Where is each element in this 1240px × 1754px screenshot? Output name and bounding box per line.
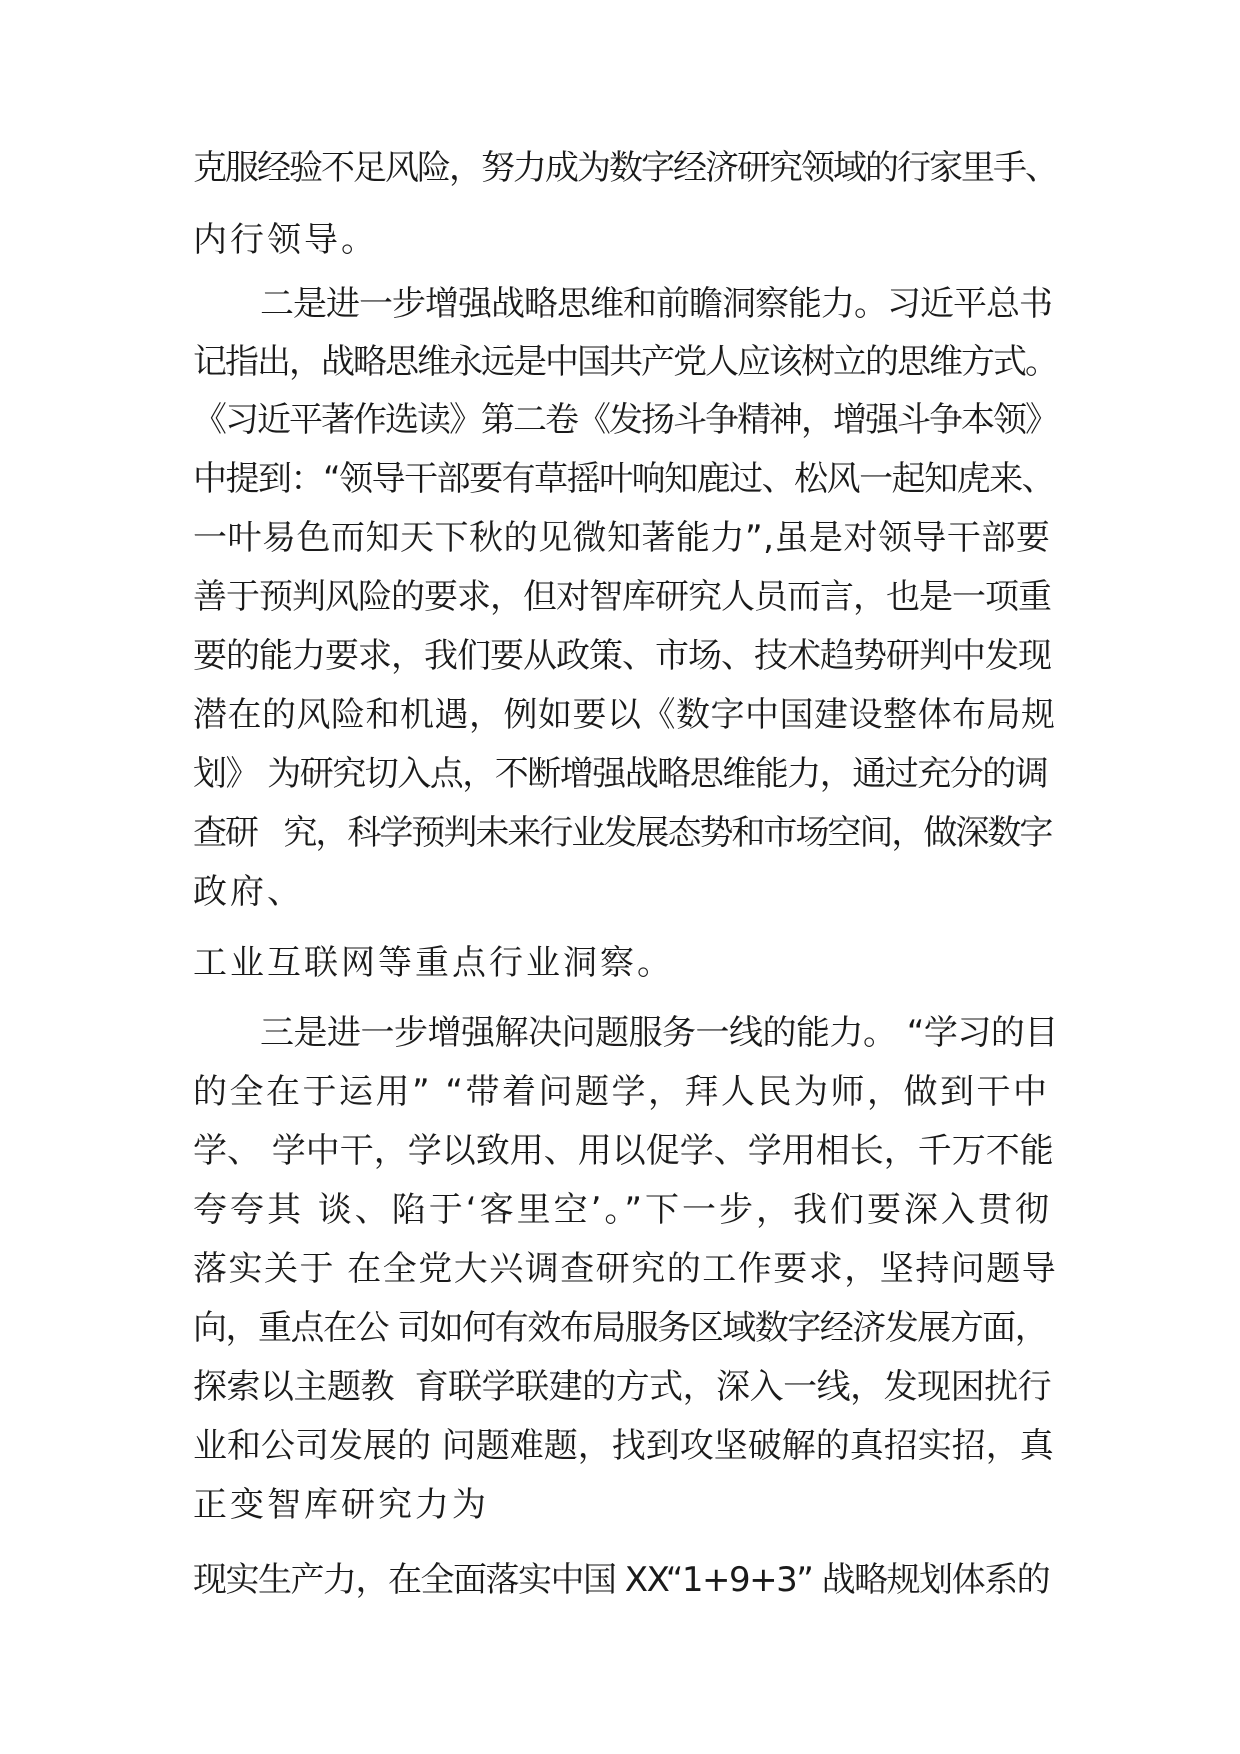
text-line: 政府、 — [193, 872, 304, 912]
text-line: 的全在于运用” “带着问题学，拜人民为师，做到干中 — [193, 1072, 1050, 1112]
text-line: 克服经验不足风险，努力成为数字经济研究领域的行家里手、 — [193, 148, 1057, 188]
text-line: 记指出，战略思维永远是中国共产党人应该树立的思维方式。 — [193, 342, 1057, 382]
text-line: 中提到：“领导干部要有草摇叶响知鹿过、松风一起知虎来、 — [193, 459, 1055, 499]
text-line: 《习近平著作选读》第二卷《发扬斗争精神，增强斗争本领》 — [193, 400, 1057, 440]
paragraph-start-line: 二是进一步增强战略思维和前瞻洞察能力。习近平总书 — [260, 284, 1052, 324]
text-line: 探索以主题教 育联学联建的方式，深入一线，发现困扰行 — [193, 1367, 1052, 1407]
text-line: 一叶易色而知天下秋的见微知著能力”,虽是对领导干部要 — [193, 518, 1051, 558]
text-line: 工业互联网等重点行业洞察。 — [193, 943, 674, 983]
text-line: 夸夸其 谈、陷于‘客里空’。”下一步，我们要深入贯彻 — [193, 1190, 1053, 1230]
text-line: 现实生产力，在全面落实中国 XX“1+9+3” 战略规划体系的 — [193, 1560, 1050, 1600]
text-line: 内行领导。 — [193, 220, 378, 260]
text-line: 向，重点在公 司如何有效布局服务区域数字经济发展方面， — [193, 1308, 1048, 1348]
text-line: 要的能力要求，我们要从政策、市场、技术趋势研判中发现 — [193, 636, 1051, 676]
text-line: 潜在的风险和机遇，例如要以《数字中国建设整体布局规 — [193, 695, 1056, 735]
text-line: 落实关于 在全党大兴调查研究的工作要求，坚持问题导 — [193, 1249, 1058, 1289]
text-line: 划》 为研究切入点，不断增强战略思维能力，通过充分的调 — [193, 754, 1048, 794]
text-line: 查研 究，科学预判未来行业发展态势和市场空间，做深数字 — [193, 813, 1052, 853]
text-line: 业和公司发展的 问题难题，找到攻坚破解的真招实招，真 — [193, 1426, 1054, 1466]
text-line: 正变智库研究力为 — [193, 1485, 489, 1525]
paragraph-start-line: 三是进一步增强解决问题服务一线的能力。 “学习的目 — [260, 1013, 1058, 1053]
text-line: 学、 学中干，学以致用、用以促学、学用相长，千万不能 — [193, 1131, 1054, 1171]
text-line: 善于预判风险的要求，但对智库研究人员而言，也是一项重 — [193, 577, 1051, 617]
